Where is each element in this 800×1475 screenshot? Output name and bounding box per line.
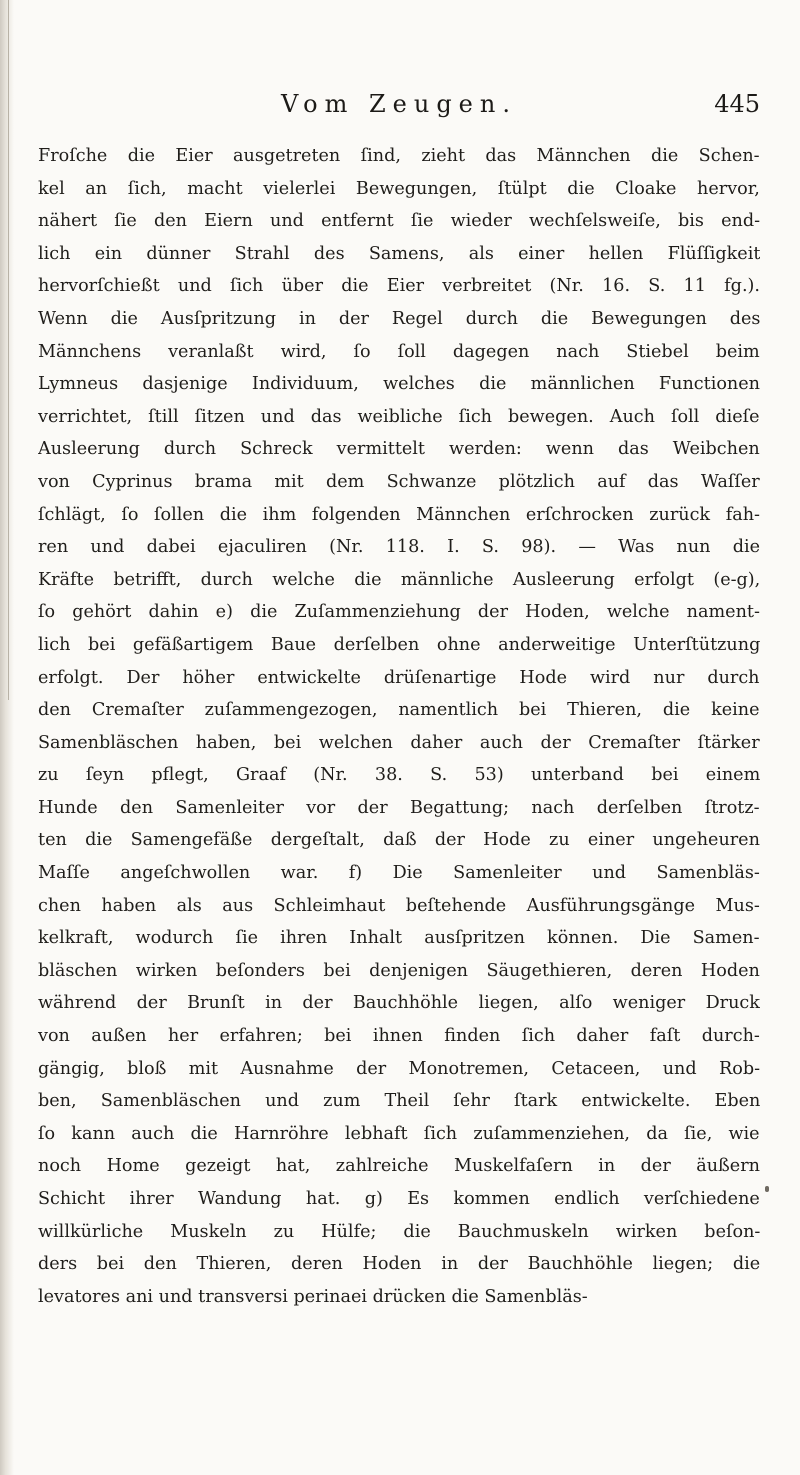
binding-edge xyxy=(8,0,9,700)
text-line: ſo gehört dahin e) die Zuſammenziehung der Hoden, welche nament- xyxy=(38,602,760,623)
text-line: erfolgt. Der höher entwickelte drüſenartige Hode wird nur durch xyxy=(38,667,760,688)
text-line: lich bei gefäßartigem Baue derſelben ohne anderweitige Unterſtützung xyxy=(38,634,760,655)
text-line: kelkraft, wodurch ſie ihren Inhalt ausſpritzen können. Die Samen- xyxy=(38,928,760,949)
text-line: gängig, bloß mit Ausnahme der Monotremen, Cetaceen, und Rob- xyxy=(38,1058,760,1079)
text-line: Wenn die Ausſpritzung in der Regel durch die Bewegungen des xyxy=(38,308,760,329)
page-header xyxy=(38,90,760,126)
body-text xyxy=(38,140,760,1313)
text-line: lich ein dünner Strahl des Samens, als einer hellen Flüſſigkeit xyxy=(38,243,760,264)
text-line: zu ſeyn pflegt, Graaf (Nr. 38. S. 53) unterband bei einem xyxy=(38,765,760,786)
text-line: Maſſe angeſchwollen war. f) Die Samenleiter und Samenbläs- xyxy=(38,863,760,884)
text-line: Hunde den Samenleiter vor der Begattung; nach derſelben ſtrotz- xyxy=(38,797,760,818)
text-line: verrichtet, ſtill ſitzen und das weibliche ſich bewegen. Auch ſoll dieſe xyxy=(38,406,760,427)
text-line: ten die Samengefäße dergeſtalt, daß der Hode zu einer ungeheuren xyxy=(38,830,760,851)
text-line: ders bei den Thieren, deren Hoden in der Bauchhöhle liegen; die xyxy=(38,1254,760,1275)
text-line: Kräfte betrifft, durch welche die männliche Ausleerung erfolgt (e-g), xyxy=(38,569,760,590)
text-line: nähert ſie den Eiern und entfernt ſie wieder wechſelsweiſe, bis end- xyxy=(38,211,760,232)
text-line: Männchens veranlaßt wird, ſo ſoll dagegen nach Stiebel beim xyxy=(38,341,760,362)
running-title: Vom Zeugen. xyxy=(281,90,517,118)
text-line: bläschen wirken beſonders bei denjenigen Säugethieren, deren Hoden xyxy=(38,960,760,981)
text-line: kel an ſich, macht vielerlei Bewegungen, ſtülpt die Cloake hervor, xyxy=(38,178,760,199)
text-line: hervorſchießt und ſich über die Eier verbreitet (Nr. 16. S. 11 fg.). xyxy=(38,276,760,297)
text-line: ſchlägt, ſo ſollen die ihm folgenden Männchen erſchrocken zurück fah- xyxy=(38,504,760,525)
text-line: Lymneus dasjenige Individuum, welches die männlichen Functionen xyxy=(38,374,760,395)
text-line: levatores ani und transversi perinaei drücken die Samenbläs- xyxy=(38,1286,588,1307)
text-line: Samenbläschen haben, bei welchen daher auch der Cremaſter ſtärker xyxy=(38,732,760,753)
ink-speck xyxy=(765,1186,769,1192)
text-line: noch Home gezeigt hat, zahlreiche Muskelfaſern in der äußern xyxy=(38,1156,760,1177)
text-line: Ausleerung durch Schreck vermittelt werden: wenn das Weibchen xyxy=(38,439,760,460)
text-line: den Cremaſter zuſammengezogen, namentlich bei Thieren, die keine xyxy=(38,700,760,721)
text-line: ſo kann auch die Harnröhre lebhaft ſich zuſammenziehen, da ſie, wie xyxy=(38,1123,760,1144)
text-line: während der Brunſt in der Bauchhöhle liegen, alſo weniger Druck xyxy=(38,993,760,1014)
text-line: von außen her erfahren; bei ihnen finden ſich daher faſt durch- xyxy=(38,1026,760,1047)
binding-shadow xyxy=(0,0,14,1475)
text-line: von Cyprinus brama mit dem Schwanze plötzlich auf das Waſſer xyxy=(38,471,760,492)
text-line: Froſche die Eier ausgetreten ſind, zieht das Männchen die Schen- xyxy=(38,146,760,166)
text-line: willkürliche Muskeln zu Hülfe; die Bauchmuskeln wirken beſon- xyxy=(38,1221,760,1242)
text-line: ren und dabei ejaculiren (Nr. 118. I. S. 98). — Was nun die xyxy=(38,537,760,558)
text-line: ben, Samenbläschen und zum Theil ſehr ſtark entwickelte. Eben xyxy=(38,1091,760,1112)
page-number: 445 xyxy=(714,90,760,118)
text-line: Schicht ihrer Wandung hat. g) Es kommen endlich verſchiedene xyxy=(38,1189,760,1209)
text-line: chen haben als aus Schleimhaut beſtehende Ausführungsgänge Mus- xyxy=(38,895,760,916)
